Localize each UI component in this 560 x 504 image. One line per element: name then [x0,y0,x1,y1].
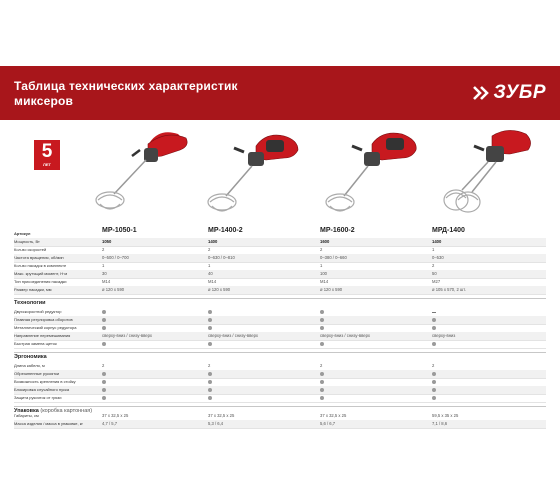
cell-value: 37 х 32,5 х 25 [320,413,347,418]
row-label: Возможность крепления в стойку [14,379,76,384]
cell-value: 5,6 / 6,7 [320,421,336,426]
cell-value: 30 [102,271,107,276]
cell-value: M14 [208,279,217,284]
cell-value: ø 120 х 590 [320,287,343,292]
cell-value: 2 [320,247,323,252]
row-label: Мощность, Вт [14,239,40,244]
model-name-1: МР-1050-1 [102,227,137,234]
model-name-2: МР-1400-2 [208,227,243,234]
mixer-mp-1050-1-image [90,124,200,218]
feature-yes-dot [208,326,212,330]
logo-text: ЗУБР [493,82,546,103]
row-label: Двухскоростной редуктор [14,309,62,314]
feature-yes-dot [102,388,106,392]
cell-value: 1 [432,247,435,252]
feature-yes-dot [320,396,324,400]
warranty-years: 5 [41,141,53,162]
cell-value: 0–530 [432,255,444,260]
cell-value: 2 [432,263,435,268]
feature-yes-dot [102,310,106,314]
row-label: Блокировка случайного пуска [14,387,70,392]
product-images [0,124,560,218]
feature-yes-dot [208,380,212,384]
cell-value: 1 [102,263,105,268]
cell-value: M14 [320,279,329,284]
feature-yes-dot [102,326,106,330]
feature-yes-dot [320,326,324,330]
cell-value: 1400 [432,239,442,244]
table-row [14,286,546,295]
feature-yes-dot [208,388,212,392]
feature-yes-dot [320,342,324,346]
cell-value: 1 [208,263,211,268]
model-name-3: МР-1600-2 [320,227,355,234]
feature-yes-dot [208,396,212,400]
feature-yes-dot [208,372,212,376]
section-title: Технологии [14,300,46,306]
cell-value: 2 [432,363,435,368]
cell-value: сверху-вниз / снизу-вверх [102,333,152,338]
row-label: Обрезиненные рукоятки [14,371,60,376]
feature-yes-dot [102,342,106,346]
section-divider [14,298,546,299]
cell-value: 0–630 / 0–810 [208,255,235,260]
warranty-label: ЛЕТ [43,162,51,167]
section-divider [14,352,546,353]
feature-yes-dot [320,380,324,384]
feature-yes-dot [208,310,212,314]
row-label: Металлический корпус редуктора [14,325,77,330]
row-label: Кол-во насадок в комплекте [14,263,67,268]
row-label: Габариты, см [14,413,39,418]
cell-value: 2 [320,363,323,368]
feature-yes-dot [320,388,324,392]
row-label: Артикул [14,231,31,236]
row-label: Макс. крутящий момент, Н·м [14,271,68,276]
feature-yes-dot [102,380,106,384]
feature-yes-dot [432,372,436,376]
cell-value: 2 [102,363,105,368]
feature-yes-dot [208,342,212,346]
mixer-mp-1400-2-image [200,124,310,218]
cell-value: сверху-вниз / снизу-вверх [320,333,370,338]
page-title-line2: миксеров [14,94,74,108]
feature-yes-dot [102,372,106,376]
cell-value: ø 120 х 590 [208,287,231,292]
feature-yes-dot [320,310,324,314]
page-title-line1: Таблица технических характеристик [14,79,238,93]
cell-value: 4,7 / 5,7 [102,421,118,426]
cell-value: 1 [320,263,323,268]
cell-value: сверху-вниз [432,333,456,338]
cell-value: 2 [102,247,105,252]
feature-yes-dot [320,318,324,322]
mixer-mp-1600-2-image [318,124,428,218]
cell-value: 1050 [102,239,112,244]
cell-value: 7,1 / 8,6 [432,421,448,426]
cell-value: 0–500 / 0–700 [102,255,129,260]
cell-value: 2 [208,247,211,252]
cell-value: 1600 [320,239,330,244]
table-row [14,420,546,429]
row-label: Кол-во скоростей [14,247,47,252]
feature-yes-dot [208,318,212,322]
cell-value: сверху-вниз / снизу-вверх [208,333,258,338]
table-row [14,340,546,349]
feature-yes-dot [432,318,436,322]
model-name-4: МРД-1400 [432,227,465,234]
row-label: Размер насадки, мм [14,287,52,292]
cell-value: M27 [432,279,441,284]
table-row [14,394,546,403]
row-label: Защита рукояток от грязи [14,395,62,400]
row-label: Плавная регулировка оборотов [14,317,73,322]
cell-value: 59,5 х 35 х 25 [432,413,459,418]
cell-value: 1400 [208,239,218,244]
feature-yes-dot [432,342,436,346]
feature-yes-dot [102,318,106,322]
feature-yes-dot [102,396,106,400]
feature-yes-dot [432,396,436,400]
brand-logo [472,82,546,104]
section-title: Упаковка (коробка картонная) [14,408,93,414]
cell-value: ø 120 х 590 [102,287,125,292]
mixer-mrd-1400-image [434,124,544,218]
row-label: Направление перемешивания [14,333,71,338]
chevron-logo-icon [472,84,490,102]
row-label: Тип присоединения насадки [14,279,67,284]
feature-no-dash [432,312,436,313]
section-title: Эргономика [14,354,47,360]
cell-value: 50 [432,271,437,276]
feature-yes-dot [320,372,324,376]
cell-value: 5,3 / 6,4 [208,421,224,426]
cell-value: M14 [102,279,111,284]
cell-value: 37 х 32,5 х 25 [102,413,129,418]
cell-value: 40 [208,271,213,276]
row-label: Частота вращения, об/мин [14,255,64,260]
title-banner [0,66,560,120]
row-label: Длина кабеля, м [14,363,45,368]
feature-yes-dot [432,380,436,384]
cell-value: ø 105 х 570, 2 шт. [432,287,466,292]
feature-yes-dot [432,388,436,392]
cell-value: 2 [208,363,211,368]
row-label: Масса изделия / масса в упаковке, кг [14,421,83,426]
cell-value: 100 [320,271,327,276]
row-label: Быстрая замена щеток [14,341,57,346]
cell-value: 37 х 32,5 х 25 [208,413,235,418]
feature-yes-dot [432,326,436,330]
section-divider [14,406,546,407]
cell-value: 0–380 / 0–660 [320,255,347,260]
